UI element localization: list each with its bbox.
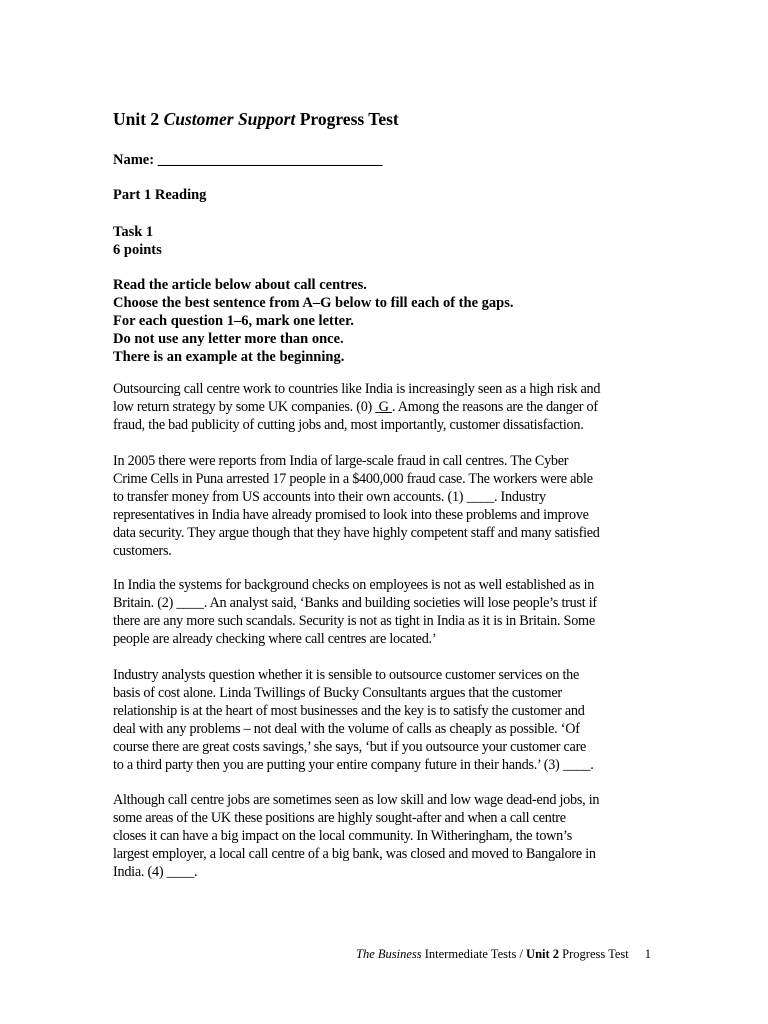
paragraph-4 [113,667,673,774]
paragraph-line: to transfer money from US accounts into their own accounts. (1) ____. Industry [113,488,546,505]
paragraph-line: largest employer, a local call centre of a big bank, was closed and moved to Bangalore in [113,845,596,862]
example-answer [375,399,392,415]
instruction-line: There is an example at the beginning. [113,349,345,365]
footer-unit: Unit 2 [526,947,560,961]
paragraph-line: closes it can have a big impact on the local community. In Witheringham, the town’s [113,827,572,844]
paragraph-5 [113,792,673,882]
instruction-line: Do not use any letter more than once. [113,331,344,347]
paragraph-line: representatives in India have already promised to look into these problems and improve [113,506,589,523]
paragraph-line: In 2005 there were reports from India of large-scale fraud in call centres. The Cyber [113,453,569,469]
paragraph-line: India. (4) ____. [113,863,198,880]
paragraph-line: relationship is at the heart of most businesses and the key is to satisfy the customer and [113,702,585,719]
paragraph-line: Although call centre jobs are sometimes seen as low skill and low wage dead-end jobs, in [113,792,600,808]
title-prefix: Unit 2 [113,109,164,129]
paragraph-line: data security. They argue though that they have highly competent staff and many satisfied [113,524,600,541]
paragraph-line: deal with any problems – not deal with the volume of calls as cheaply as possible. ‘Of [113,720,580,737]
name-field: Name: _______________________________ [113,152,383,168]
paragraph-line: Britain. (2) ____. An analyst said, ‘Banks and building societies will lose people’s trust if [113,594,597,611]
page-title [113,109,399,130]
paragraph-line: fraud, the bad publicity of cutting jobs and, most importantly, customer dissatisfaction. [113,416,584,433]
title-italic: Customer Support [163,109,296,129]
footer-suffix: Progress Test [559,947,629,961]
part-heading: Part 1 Reading [113,187,207,203]
paragraph-3 [113,577,673,649]
page-number: 1 [644,947,652,961]
footer-text: Intermediate Tests / [421,947,527,961]
paragraph-line: to a third party then you are putting your entire company future in their hands.’ (3) ____. [113,756,594,773]
example-text: low return strategy by some UK companies. (0) [113,398,376,415]
paragraph-line [113,399,673,417]
paragraph-line: basis of cost alone. Linda Twillings of Bucky Consultants argues that the customer [113,684,562,701]
footer-series: The Business [356,947,422,961]
paragraph-line: people are already checking where call centres are located.’ [113,630,437,647]
paragraph-line: some areas of the UK these positions are highly sought-after and when a call centre [113,809,566,826]
example-answer-letter: G [378,398,389,415]
instruction-line: For each question 1–6, mark one letter. [113,313,354,329]
task-heading [113,223,162,259]
paragraph-line: Crime Cells in Puna arrested 17 people in a $400,000 fraud case. The workers were able [113,470,593,487]
paragraph-line: Industry analysts question whether it is sensible to outsource customer services on the [113,667,580,683]
task-points: 6 points [113,242,162,258]
page-footer [356,947,651,962]
instruction-line: Read the article below about call centres. [113,277,367,293]
task-label: Task 1 [113,224,154,240]
paragraph-line: In India the systems for background checks on employees is not as well established as in [113,577,595,593]
paragraph-1 [113,381,673,435]
paragraph-line: customers. [113,542,172,559]
instruction-line: Choose the best sentence from A–G below to fill each of the gaps. [113,295,514,311]
example-text-cont: . Among the reasons are the danger of [391,398,598,415]
paragraph-line: there are any more such scandals. Security is not as tight in India as it is in Britain. Some [113,612,595,629]
title-suffix: Progress Test [295,109,399,129]
paragraph-line: Outsourcing call centre work to countries like India is increasingly seen as a high risk and [113,381,601,397]
instructions [113,276,513,366]
paragraph-2 [113,453,673,560]
paragraph-line: course there are great costs savings,’ she says, ‘but if you outsource your customer care [113,738,587,755]
